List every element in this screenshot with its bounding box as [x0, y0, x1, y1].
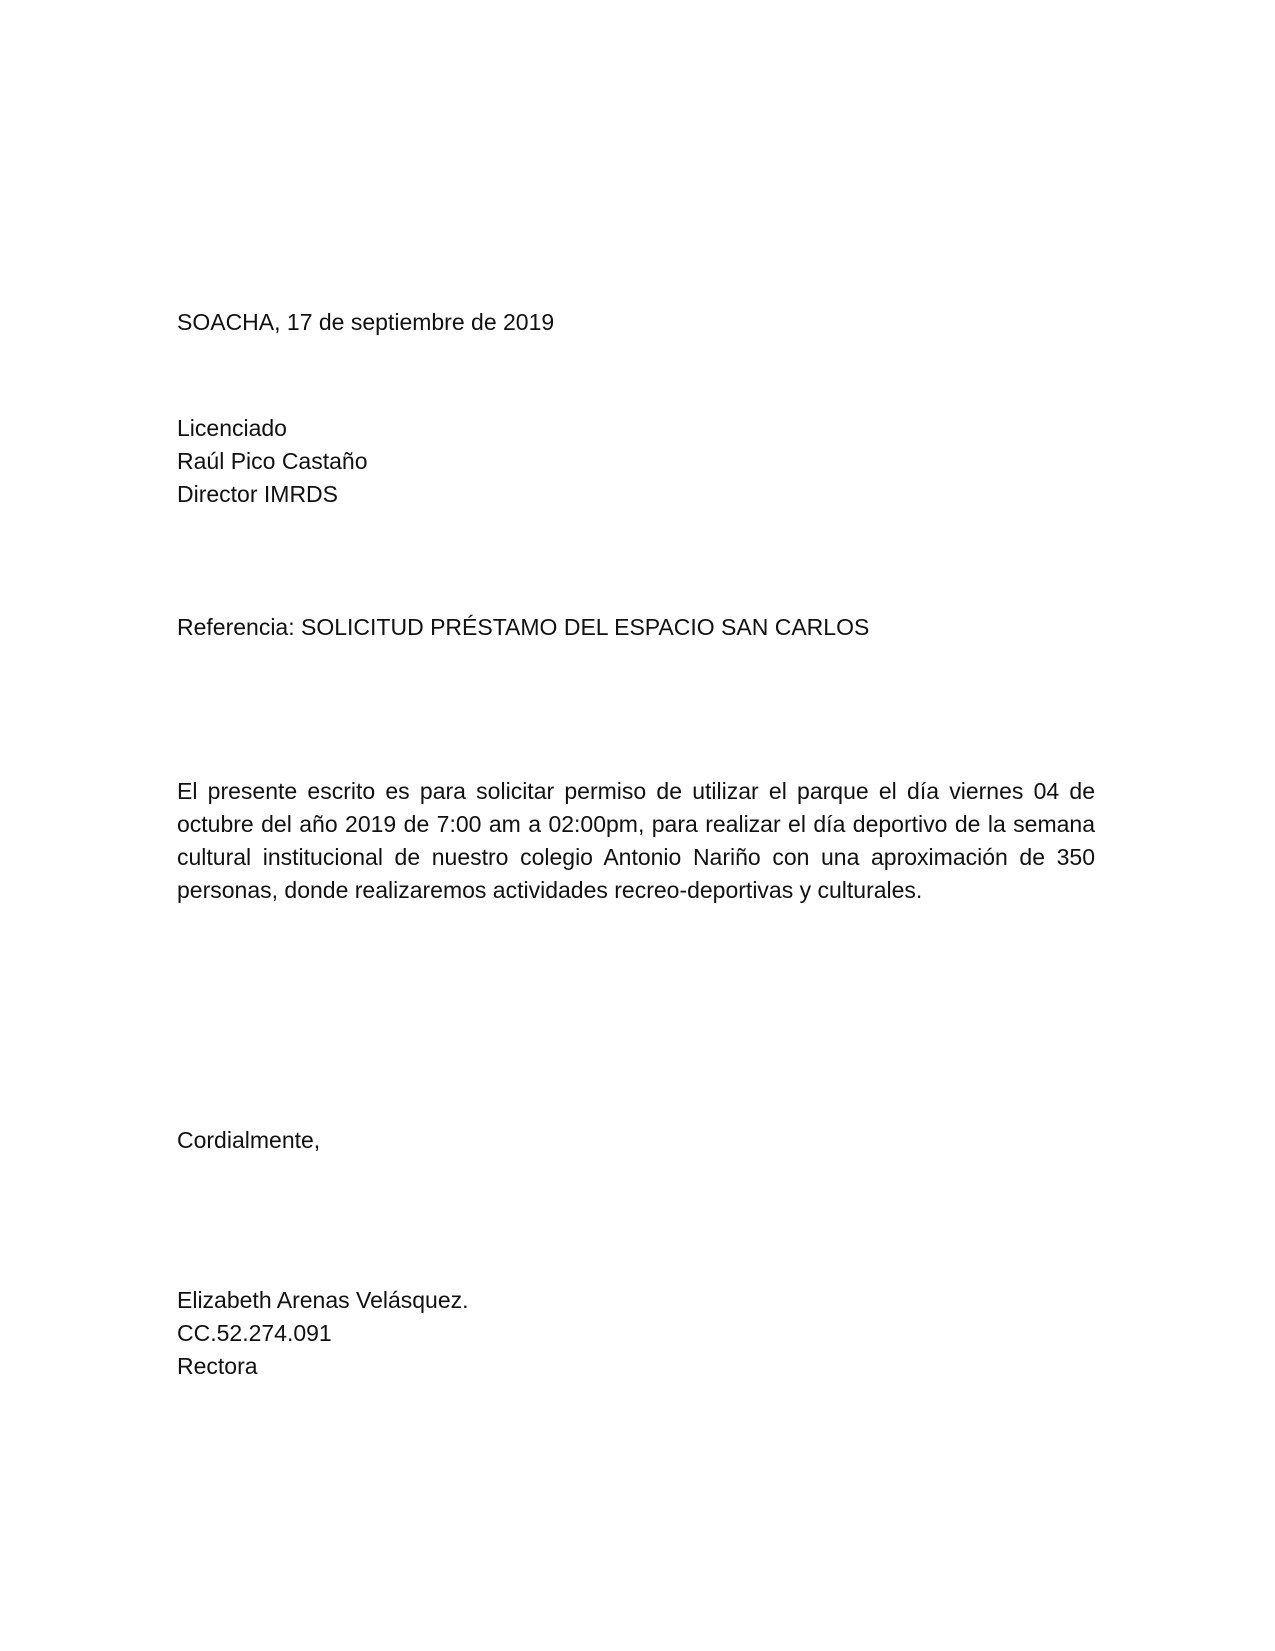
recipient-block: [177, 412, 368, 511]
signer-id: CC.52.274.091: [177, 1320, 332, 1346]
recipient-position: Director IMRDS: [177, 481, 339, 507]
signer-name: Elizabeth Arenas Velásquez.: [177, 1287, 469, 1313]
letter-body: El presente escrito es para solicitar permiso de utilizar el parque el día viernes 04 de octubre del año 2019 de 7:00 am a 02:00pm, para realizar el día deportivo de la semana cultural institucional de nuestro colegio Antonio Nariño con una aproximación de 350 personas, donde realizaremos actividades recreo-deportivas y culturales.: [177, 778, 1095, 903]
date-line: SOACHA, 17 de septiembre de 2019: [177, 309, 555, 335]
recipient-name: Raúl Pico Castaño: [177, 448, 368, 474]
recipient-title: Licenciado: [177, 415, 287, 441]
signature-block: [177, 1284, 469, 1383]
reference-line: Referencia: SOLICITUD PRÉSTAMO DEL ESPACIO SAN CARLOS: [177, 614, 870, 640]
closing-line: Cordialmente,: [177, 1127, 321, 1153]
signer-role: Rectora: [177, 1353, 258, 1379]
